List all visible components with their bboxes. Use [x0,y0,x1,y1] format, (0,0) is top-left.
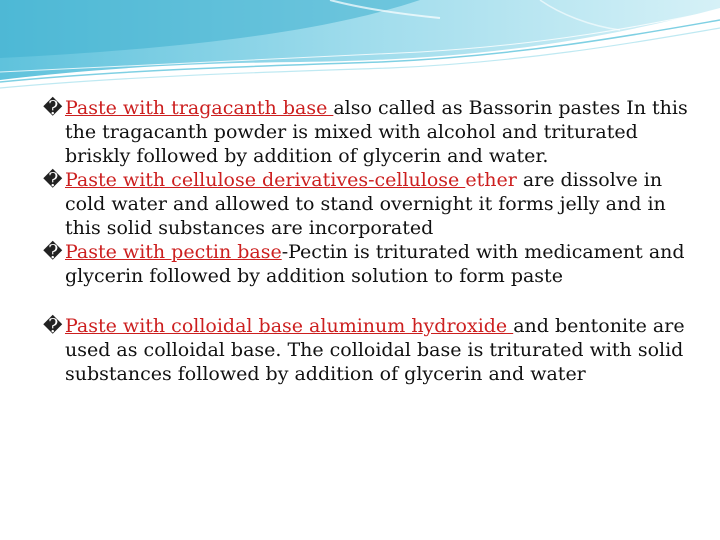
item-highlight: Paste with tragacanth base [65,97,334,119]
item-text: are dissolve in cold water and allowed to stand overnight it forms jelly and in this solid substances are incorporated [65,169,666,239]
bullet-icon: � [43,241,63,263]
bullet-icon: � [43,97,63,119]
bullet-icon: � [43,315,63,337]
bullet-item-pectin [43,240,688,288]
item-highlight: Paste with colloidal base aluminum hydroxide [65,315,514,337]
item-highlight: Paste with cellulose derivatives-cellulose [65,169,466,191]
header-wave-decoration [0,0,720,100]
bullet-icon: � [43,169,63,191]
item-text: -Pectin is triturated with medicament and glycerin followed by addition solution to form paste [65,241,685,287]
slide-body [43,96,688,386]
item-text: and bentonite are used as colloidal base. The colloidal base is triturated with solid substances followed by addition of glycerin and water [65,315,685,385]
bullet-item-colloidal [43,314,688,386]
item-highlight-plain: ether [465,169,517,191]
bullet-item-cellulose [43,168,688,240]
item-highlight: Paste with pectin base [65,241,282,263]
item-text: also called as Bassorin pastes In this the tragacanth powder is mixed with alcohol and triturated briskly followed by addition of glycerin and water. [65,97,688,167]
bullet-item-tragacanth [43,96,688,168]
